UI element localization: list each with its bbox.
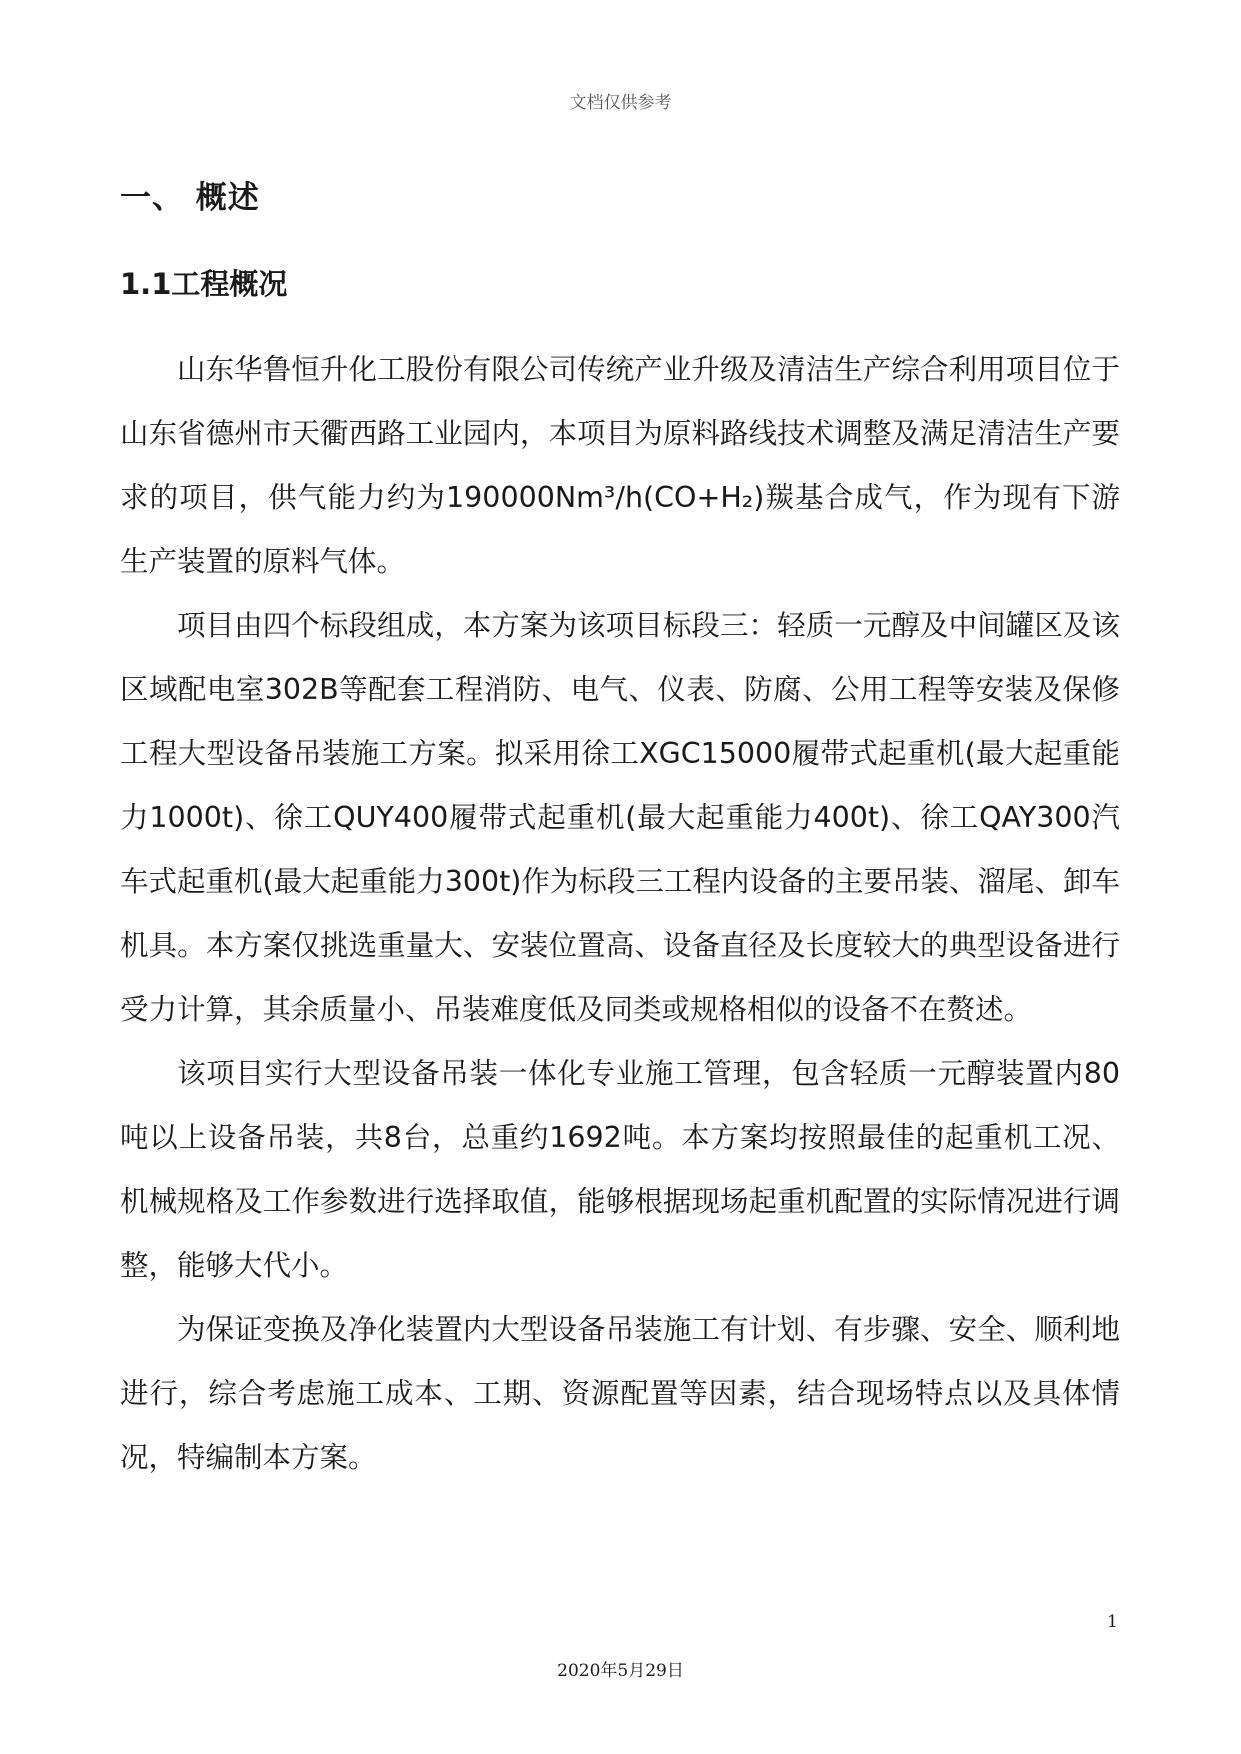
body-text [120, 338, 1120, 1490]
header-note: 文档仅供参考 [569, 93, 672, 113]
footer-date: 2020年5月29日 [557, 1661, 684, 1681]
paragraph-2: 项目由四个标段组成，本方案为该项目标段三：轻质一元醇及中间罐区及该区域配电室302B等配套工程消防、电气、仪表、防腐、公用工程等安装及保修工程大型设备吊装施工方案。拟采用徐工XGC15000履带式起重机(最大起重能力1000t)、徐工QUY400履带式起重机(最大起重能力400t)、徐工QAY300汽车式起重机(最大起重能力300t)作为标段三工程内设备的主要吊装、溜尾、卸车机具。本方案仅挑选重量大、安装位置高、设备直径及长度较大的典型设备进行受力计算，其余质量小、吊装难度低及同类或规格相似的设备不在赘述。 [120, 609, 1120, 1026]
paragraph-1: 山东华鲁恒升化工股份有限公司传统产业升级及清洁生产综合利用项目位于山东省德州市天衢西路工业园内，本项目为原料路线技术调整及满足清洁生产要求的项目，供气能力约为190000Nm³/h(CO+H₂)羰基合成气，作为现有下游生产装置的原料气体。 [120, 353, 1120, 578]
paragraph-3: 该项目实行大型设备吊装一体化专业施工管理，包含轻质一元醇装置内80吨以上设备吊装，共8台，总重约1692吨。本方案均按照最佳的起重机工况、机械规格及工作参数进行选择取值，能够根据现场起重机配置的实际情况进行调整，能够大代小。 [120, 1057, 1120, 1282]
paragraph-4: 为保证变换及净化装置内大型设备吊装施工有计划、有步骤、安全、顺利地进行，综合考虑施工成本、工期、资源配置等因素，结合现场特点以及具体情况，特编制本方案。 [120, 1313, 1120, 1474]
section-heading: 一、 概述 [120, 180, 260, 216]
page-number: 1 [1107, 1612, 1118, 1632]
subsection-heading: 1.1工程概况 [120, 267, 288, 301]
